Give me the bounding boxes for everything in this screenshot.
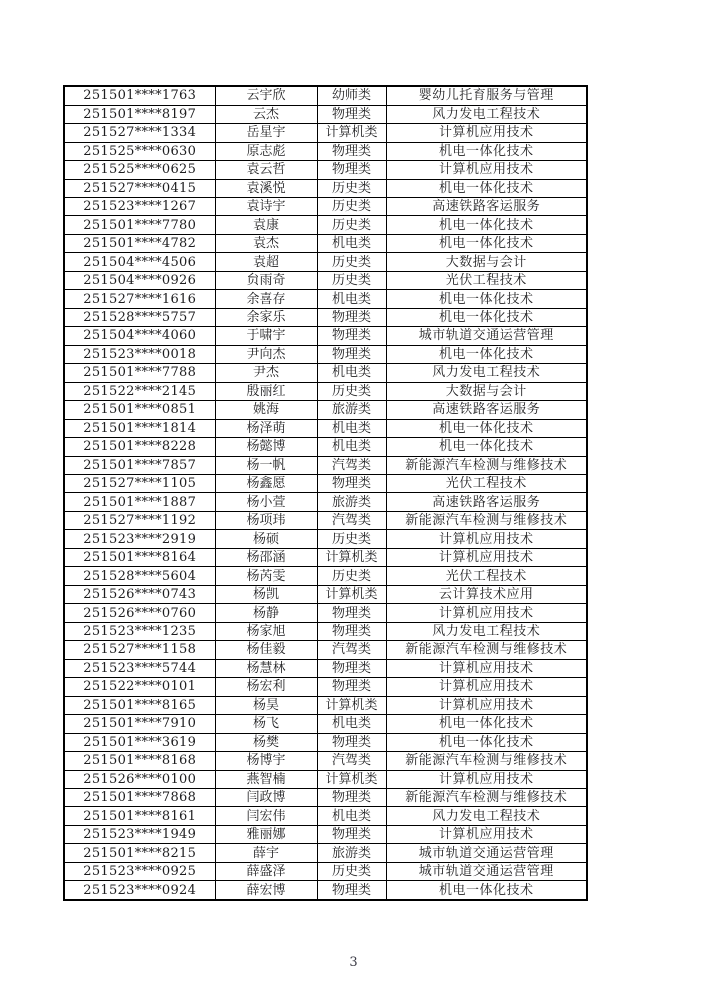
cell-major: 婴幼儿托育服务与管理 — [386, 86, 587, 105]
cell-category: 物理类 — [317, 788, 386, 806]
cell-name: 于啸宇 — [215, 327, 317, 345]
cell-major: 机电一体化技术 — [386, 142, 587, 160]
cell-name: 原志彪 — [215, 142, 317, 160]
cell-name: 杨昊 — [215, 696, 317, 714]
cell-category: 旅游类 — [317, 844, 386, 862]
cell-name: 杨樊 — [215, 733, 317, 751]
table-row — [64, 881, 587, 900]
page-number: 3 — [349, 955, 358, 970]
cell-major: 新能源汽车检测与维修技术 — [386, 641, 587, 659]
table-row — [64, 641, 587, 659]
cell-major: 计算机应用技术 — [386, 124, 587, 142]
cell-major: 机电一体化技术 — [386, 438, 587, 456]
table-row — [64, 585, 587, 603]
table-row — [64, 475, 587, 493]
cell-exam-id: 251526****0743 — [64, 585, 215, 603]
table-row — [64, 548, 587, 566]
table-row — [64, 844, 587, 862]
cell-category: 汽驾类 — [317, 641, 386, 659]
cell-major: 计算机应用技术 — [386, 530, 587, 548]
cell-major: 计算机应用技术 — [386, 604, 587, 622]
cell-major: 机电一体化技术 — [386, 308, 587, 326]
cell-exam-id: 251523****1235 — [64, 622, 215, 640]
table-row — [64, 456, 587, 474]
cell-category: 机电类 — [317, 290, 386, 308]
cell-exam-id: 251501****1887 — [64, 493, 215, 511]
cell-major: 机电一体化技术 — [386, 345, 587, 363]
table-row — [64, 105, 587, 123]
table-row — [64, 308, 587, 326]
cell-category: 历史类 — [317, 197, 386, 215]
cell-name: 杨小萱 — [215, 493, 317, 511]
cell-major: 风力发电工程技术 — [386, 622, 587, 640]
table-row — [64, 345, 587, 363]
table-row — [64, 234, 587, 252]
cell-exam-id: 251527****1105 — [64, 475, 215, 493]
cell-major: 城市轨道交通运营管理 — [386, 862, 587, 880]
cell-major: 新能源汽车检测与维修技术 — [386, 456, 587, 474]
cell-name: 杨静 — [215, 604, 317, 622]
cell-name: 袁诗宇 — [215, 197, 317, 215]
table-row — [64, 752, 587, 770]
cell-major: 新能源汽车检测与维修技术 — [386, 752, 587, 770]
cell-name: 袁杰 — [215, 234, 317, 252]
cell-exam-id: 251501****8197 — [64, 105, 215, 123]
cell-name: 杨一帆 — [215, 456, 317, 474]
cell-category: 历史类 — [317, 530, 386, 548]
cell-exam-id: 251527****1334 — [64, 124, 215, 142]
table-row — [64, 770, 587, 788]
table-row — [64, 124, 587, 142]
table-row — [64, 253, 587, 271]
cell-name: 杨鑫愿 — [215, 475, 317, 493]
cell-category: 物理类 — [317, 142, 386, 160]
cell-major: 计算机应用技术 — [386, 770, 587, 788]
cell-exam-id: 251523****1949 — [64, 825, 215, 843]
cell-exam-id: 251501****8161 — [64, 807, 215, 825]
cell-category: 物理类 — [317, 345, 386, 363]
cell-category: 幼师类 — [317, 86, 386, 105]
cell-name: 薛盛泽 — [215, 862, 317, 880]
cell-exam-id: 251504****4506 — [64, 253, 215, 271]
table-row — [64, 696, 587, 714]
cell-name: 尹杰 — [215, 364, 317, 382]
cell-name: 燕智楠 — [215, 770, 317, 788]
cell-exam-id: 251501****8165 — [64, 696, 215, 714]
cell-major: 光伏工程技术 — [386, 475, 587, 493]
cell-category: 汽驾类 — [317, 456, 386, 474]
table-row — [64, 807, 587, 825]
admission-table-body — [64, 86, 587, 900]
cell-name: 闫政博 — [215, 788, 317, 806]
cell-major: 风力发电工程技术 — [386, 364, 587, 382]
cell-name: 雅丽娜 — [215, 825, 317, 843]
cell-name: 袁溪悦 — [215, 179, 317, 197]
cell-name: 杨凯 — [215, 585, 317, 603]
cell-category: 汽驾类 — [317, 752, 386, 770]
table-row — [64, 86, 587, 105]
cell-category: 物理类 — [317, 659, 386, 677]
cell-category: 汽驾类 — [317, 511, 386, 529]
cell-exam-id: 251501****8164 — [64, 548, 215, 566]
table-row — [64, 327, 587, 345]
cell-major: 风力发电工程技术 — [386, 105, 587, 123]
cell-exam-id: 251501****8168 — [64, 752, 215, 770]
cell-major: 机电一体化技术 — [386, 881, 587, 900]
cell-category: 历史类 — [317, 382, 386, 400]
cell-exam-id: 251523****0018 — [64, 345, 215, 363]
cell-name: 余喜存 — [215, 290, 317, 308]
table-row — [64, 862, 587, 880]
cell-major: 新能源汽车检测与维修技术 — [386, 511, 587, 529]
cell-category: 历史类 — [317, 179, 386, 197]
table-row — [64, 511, 587, 529]
cell-exam-id: 251527****1616 — [64, 290, 215, 308]
cell-name: 杨博宇 — [215, 752, 317, 770]
cell-name: 云宇欣 — [215, 86, 317, 105]
cell-exam-id: 251522****0101 — [64, 678, 215, 696]
table-row — [64, 382, 587, 400]
cell-exam-id: 251528****5604 — [64, 567, 215, 585]
cell-exam-id: 251523****0924 — [64, 881, 215, 900]
table-row — [64, 788, 587, 806]
cell-major: 机电一体化技术 — [386, 179, 587, 197]
table-row — [64, 659, 587, 677]
cell-exam-id: 251523****2919 — [64, 530, 215, 548]
table-row — [64, 161, 587, 179]
cell-exam-id: 251526****0760 — [64, 604, 215, 622]
cell-category: 旅游类 — [317, 493, 386, 511]
cell-category: 物理类 — [317, 105, 386, 123]
cell-exam-id: 251526****0100 — [64, 770, 215, 788]
cell-exam-id: 251501****7788 — [64, 364, 215, 382]
cell-exam-id: 251501****1814 — [64, 419, 215, 437]
cell-exam-id: 251525****0625 — [64, 161, 215, 179]
cell-category: 计算机类 — [317, 770, 386, 788]
cell-major: 光伏工程技术 — [386, 567, 587, 585]
cell-major: 风力发电工程技术 — [386, 807, 587, 825]
cell-name: 袁超 — [215, 253, 317, 271]
cell-major: 新能源汽车检测与维修技术 — [386, 788, 587, 806]
cell-exam-id: 251501****7780 — [64, 216, 215, 234]
cell-category: 历史类 — [317, 216, 386, 234]
cell-name: 杨邵涵 — [215, 548, 317, 566]
cell-major: 计算机应用技术 — [386, 825, 587, 843]
cell-name: 闫宏伟 — [215, 807, 317, 825]
cell-category: 机电类 — [317, 234, 386, 252]
cell-category: 物理类 — [317, 733, 386, 751]
cell-exam-id: 251501****1763 — [64, 86, 215, 105]
cell-exam-id: 251501****7857 — [64, 456, 215, 474]
cell-exam-id: 251501****7910 — [64, 715, 215, 733]
cell-major: 机电一体化技术 — [386, 216, 587, 234]
cell-exam-id: 251527****1192 — [64, 511, 215, 529]
cell-major: 高速铁路客运服务 — [386, 401, 587, 419]
cell-name: 杨项玮 — [215, 511, 317, 529]
cell-exam-id: 251525****0630 — [64, 142, 215, 160]
cell-category: 机电类 — [317, 807, 386, 825]
cell-major: 计算机应用技术 — [386, 161, 587, 179]
table-row — [64, 438, 587, 456]
table-row — [64, 493, 587, 511]
cell-major: 机电一体化技术 — [386, 733, 587, 751]
cell-exam-id: 251501****0851 — [64, 401, 215, 419]
cell-category: 旅游类 — [317, 401, 386, 419]
table-row — [64, 197, 587, 215]
table-row — [64, 622, 587, 640]
table-row — [64, 290, 587, 308]
table-row — [64, 401, 587, 419]
cell-category: 机电类 — [317, 715, 386, 733]
cell-name: 余家乐 — [215, 308, 317, 326]
cell-major: 高速铁路客运服务 — [386, 493, 587, 511]
cell-exam-id: 251528****5757 — [64, 308, 215, 326]
table-row — [64, 179, 587, 197]
cell-exam-id: 251523****1267 — [64, 197, 215, 215]
table-row — [64, 825, 587, 843]
cell-category: 物理类 — [317, 308, 386, 326]
cell-category: 物理类 — [317, 604, 386, 622]
cell-name: 殷丽红 — [215, 382, 317, 400]
cell-name: 杨宏利 — [215, 678, 317, 696]
cell-exam-id: 251501****4782 — [64, 234, 215, 252]
cell-category: 历史类 — [317, 862, 386, 880]
table-row — [64, 733, 587, 751]
cell-exam-id: 251501****8215 — [64, 844, 215, 862]
cell-name: 袁康 — [215, 216, 317, 234]
cell-name: 云杰 — [215, 105, 317, 123]
cell-exam-id: 251523****0925 — [64, 862, 215, 880]
cell-category: 物理类 — [317, 327, 386, 345]
table-row — [64, 419, 587, 437]
cell-name: 杨飞 — [215, 715, 317, 733]
cell-category: 计算机类 — [317, 124, 386, 142]
admission-list-table — [63, 85, 588, 901]
cell-category: 机电类 — [317, 364, 386, 382]
cell-exam-id: 251504****4060 — [64, 327, 215, 345]
cell-major: 大数据与会计 — [386, 382, 587, 400]
cell-name: 杨慧林 — [215, 659, 317, 677]
cell-name: 薛宇 — [215, 844, 317, 862]
table-row — [64, 142, 587, 160]
table-row — [64, 567, 587, 585]
cell-name: 袁云哲 — [215, 161, 317, 179]
table-row — [64, 216, 587, 234]
cell-name: 杨懿博 — [215, 438, 317, 456]
cell-name: 杨泽萌 — [215, 419, 317, 437]
cell-major: 计算机应用技术 — [386, 696, 587, 714]
cell-category: 历史类 — [317, 253, 386, 271]
cell-name: 尹向杰 — [215, 345, 317, 363]
cell-category: 历史类 — [317, 567, 386, 585]
cell-major: 计算机应用技术 — [386, 678, 587, 696]
cell-category: 物理类 — [317, 161, 386, 179]
cell-exam-id: 251523****5744 — [64, 659, 215, 677]
cell-major: 高速铁路客运服务 — [386, 197, 587, 215]
cell-exam-id: 251501****8228 — [64, 438, 215, 456]
cell-category: 物理类 — [317, 825, 386, 843]
cell-major: 大数据与会计 — [386, 253, 587, 271]
cell-name: 杨硕 — [215, 530, 317, 548]
cell-name: 姚海 — [215, 401, 317, 419]
cell-category: 物理类 — [317, 881, 386, 900]
cell-name: 岳星宇 — [215, 124, 317, 142]
cell-exam-id: 251504****0926 — [64, 271, 215, 289]
cell-exam-id: 251527****0415 — [64, 179, 215, 197]
cell-major: 云计算技术应用 — [386, 585, 587, 603]
cell-major: 机电一体化技术 — [386, 234, 587, 252]
cell-major: 城市轨道交通运营管理 — [386, 327, 587, 345]
cell-exam-id: 251501****7868 — [64, 788, 215, 806]
cell-category: 计算机类 — [317, 696, 386, 714]
cell-major: 机电一体化技术 — [386, 715, 587, 733]
cell-major: 机电一体化技术 — [386, 419, 587, 437]
cell-exam-id: 251501****3619 — [64, 733, 215, 751]
table-row — [64, 530, 587, 548]
cell-major: 光伏工程技术 — [386, 271, 587, 289]
cell-major: 计算机应用技术 — [386, 548, 587, 566]
cell-exam-id: 251522****2145 — [64, 382, 215, 400]
cell-major: 城市轨道交通运营管理 — [386, 844, 587, 862]
cell-major: 计算机应用技术 — [386, 659, 587, 677]
cell-name: 贠雨奇 — [215, 271, 317, 289]
cell-major: 机电一体化技术 — [386, 290, 587, 308]
table-row — [64, 715, 587, 733]
table-row — [64, 604, 587, 622]
cell-category: 机电类 — [317, 419, 386, 437]
cell-name: 杨家旭 — [215, 622, 317, 640]
cell-category: 机电类 — [317, 438, 386, 456]
cell-category: 物理类 — [317, 678, 386, 696]
cell-category: 计算机类 — [317, 585, 386, 603]
cell-category: 计算机类 — [317, 548, 386, 566]
cell-name: 杨佳毅 — [215, 641, 317, 659]
table-row — [64, 364, 587, 382]
cell-name: 杨芮雯 — [215, 567, 317, 585]
cell-name: 薛宏博 — [215, 881, 317, 900]
cell-exam-id: 251527****1158 — [64, 641, 215, 659]
table-row — [64, 678, 587, 696]
cell-category: 物理类 — [317, 622, 386, 640]
cell-category: 物理类 — [317, 475, 386, 493]
table-row — [64, 271, 587, 289]
cell-category: 历史类 — [317, 271, 386, 289]
